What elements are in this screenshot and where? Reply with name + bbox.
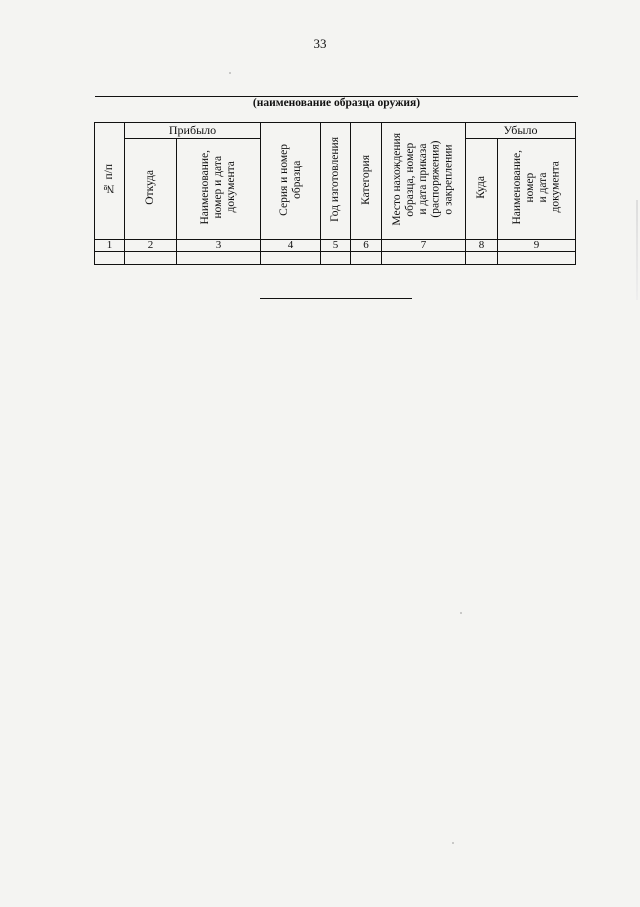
scan-speck: [229, 72, 231, 74]
scan-edge-marks: [636, 200, 638, 300]
header-doc-in: [177, 139, 261, 240]
table-cell: [466, 252, 498, 265]
header-num: [95, 123, 125, 240]
header-category: [351, 123, 382, 240]
table-cell: [177, 252, 261, 265]
header-to-where-label: Куда: [475, 176, 488, 199]
scan-speck: [460, 612, 462, 614]
table-cell: [382, 252, 466, 265]
table-cell: [351, 252, 382, 265]
header-doc-out: [498, 139, 576, 240]
header-location: [382, 123, 466, 240]
header-from-where: [125, 139, 177, 240]
bottom-rule: [260, 298, 412, 299]
column-number: 2: [125, 240, 177, 252]
table-cell: [321, 252, 351, 265]
header-category-label: Категория: [359, 154, 372, 205]
table-cell: [95, 252, 125, 265]
column-number: 1: [95, 240, 125, 252]
column-number: 5: [321, 240, 351, 252]
header-to-where: [466, 139, 498, 240]
scan-speck: [452, 842, 454, 844]
column-number: 8: [466, 240, 498, 252]
column-number: 4: [261, 240, 321, 252]
column-number: 7: [382, 240, 466, 252]
header-doc-out-label: Наименование, номер и дата документа: [510, 150, 562, 225]
column-number: 9: [498, 240, 576, 252]
table-cell: [498, 252, 576, 265]
column-number-row: [95, 240, 576, 252]
empty-data-row: [95, 252, 576, 265]
column-number: 3: [177, 240, 261, 252]
table-cell: [125, 252, 177, 265]
header-year-label: Год изготовления: [329, 137, 342, 222]
header-series: [261, 123, 321, 240]
group-arrived: Прибыло: [125, 123, 261, 139]
header-year: [321, 123, 351, 240]
header-location-label: Место нахождения образца, номер и дата приказа (распоряжения) о закреплении: [391, 133, 455, 226]
page-number: 33: [313, 36, 327, 51]
column-number: 6: [351, 240, 382, 252]
header-from-where-label: Откуда: [144, 170, 157, 205]
header-num-label: № п/п: [103, 164, 116, 195]
register-table: [94, 122, 576, 265]
table-cell: [261, 252, 321, 265]
header-doc-in-label: Наименование, номер и дата документа: [199, 150, 237, 225]
header-series-label: Серия и номер образца: [277, 143, 303, 216]
group-departed: Убыло: [466, 123, 576, 139]
form-title: (наименование образца оружия): [252, 97, 421, 109]
